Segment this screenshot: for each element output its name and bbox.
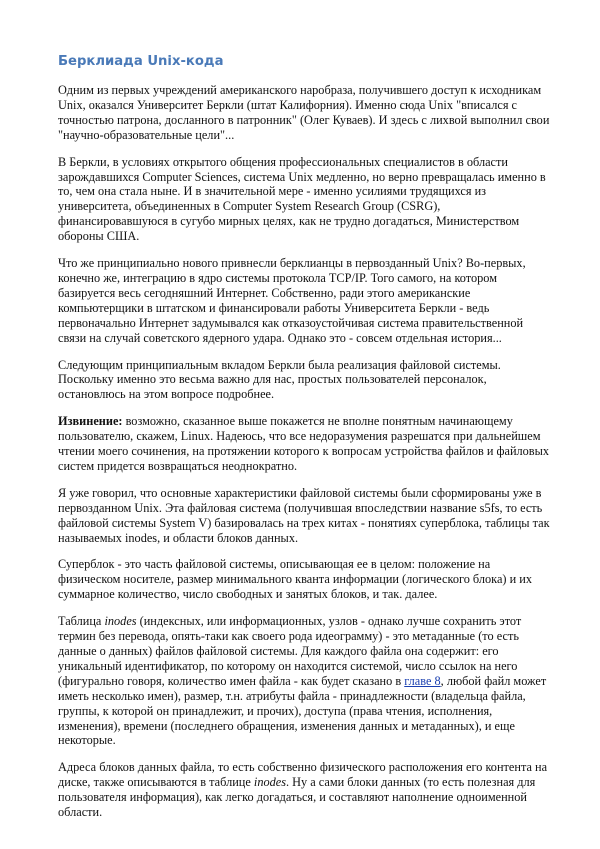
paragraph-intro: Одним из первых учреждений американского наробраза, получившего доступ к исходникам Unix, оказался Университет Беркли (штат Калифорния). Именно сюда Unix "вписался с точностью патрона, досланного в патронник" (Олег Куваев). И здесь с лихвой выполнил свои "научно-образовательные цели"... bbox=[58, 83, 550, 142]
inodes-text-b: (индексных, или информационных, узлов - однако лучше сохранить этот термин без перевода, опять-таки как своего рода идеограмму) - это метаданные (то есть данные о данных) файлов файловой системы. Для каждого файла она содержит: его уникальный идентификатор, по которому он находится системой, число ссылок на него (фигурально говоря, количество имен файла - как будет сказано в bbox=[58, 614, 522, 688]
paragraph-inodes bbox=[58, 614, 550, 748]
document-title: Берклиада Unix-кода bbox=[58, 54, 224, 69]
paragraph-data-blocks bbox=[58, 760, 550, 820]
paragraph-s5fs: Я уже говорил, что основные характеристики файловой системы были сформированы уже в первозданном Unix. Эта файловая система (получившая впоследствии название s5fs, то есть файловой системы System V) базировалась на трех китах - понятиях суперблока, таблицы так называемых inodes, и области блоков данных. bbox=[58, 485, 550, 545]
data-blocks-text-a: Адреса блоков данных файла, то есть собственно физического расположения его контента на диске, также описываются в таблице bbox=[58, 760, 548, 790]
inodes-text-c: , любой файл может иметь несколько имен), размер, т.н. атрибуты файла - принадлежности (владельца файла, группы, к которой он принадлежит, и прочих), доступа (права чтения, исполнения, изменения), времени (последнего обращения, изменения данных и метаданных), и еще некоторые. bbox=[58, 673, 547, 748]
apology-label: Извинение: bbox=[58, 414, 123, 429]
chapter-8-link[interactable]: главе 8 bbox=[404, 673, 441, 688]
data-blocks-text-b: . Ну а сами блоки данных (то есть полезная для пользователя информация), как легко догадаться, и составляют наполнение одноименной области. bbox=[58, 775, 536, 820]
data-blocks-term: inodes bbox=[253, 775, 287, 790]
paragraph-superblock: Суперблок - это часть файловой системы, описывающая ее в целом: положение на физическом носителе, размер минимального кванта информации (логического блока) и их суммарное количество, число свободных и занятых блоков, и так. далее. bbox=[58, 557, 532, 602]
paragraph-tcp-ip: Что же принципиально нового привнесли берклианцы в первозданный Unix? Во-первых, конечно же, интеграцию в ядро системы протокола TCP/IP. Того самого, на котором базируется весь сегодняшний Интернет. Собственно, ради этого американские компьютерщики в штатском и финансировали работы Университета Беркли - ведь первоначально Интернет задумывался как отказоустойчивая система правительственной связи на случай советского ядерного удара. Однако это - совсем отдельная история... bbox=[58, 256, 526, 345]
paragraph-apology bbox=[58, 414, 550, 474]
document-page bbox=[58, 53, 550, 832]
paragraph-berkeley-csrg: В Беркли, в условиях открытого общения профессиональных специалистов в области зарождавшихся Computer Sciences, система Unix медленно, но верно превращалась именно в то, чем она стала ныне. И в значительной мере - именно усилиями трудящихся из университета, объединенных в Computer System Research Group (CSRG), финансировавшуюся в сугубо мирных целях, как не трудно догадаться, Министерством обороны США. bbox=[58, 154, 546, 244]
inodes-term: inodes bbox=[104, 614, 137, 629]
apology-text: возможно, сказанное выше покажется не вполне понятным начинающему пользователю, скажем, Linux. Надеюсь, что все недоразумения разрешатся при дальнейшем чтении моего сочинения, на протяжении которого к вопросам устройства файлов и файловых систем придется возвращаться неоднократно. bbox=[58, 414, 550, 473]
paragraph-filesystem: Следующим принципиальным вкладом Беркли была реализация файловой системы. Поскольку именно это весьма важно для нас, простых пользователей персоналок, остановлюсь на этом вопросе подробнее. bbox=[58, 357, 501, 402]
inodes-text-a: Таблица bbox=[58, 614, 105, 629]
